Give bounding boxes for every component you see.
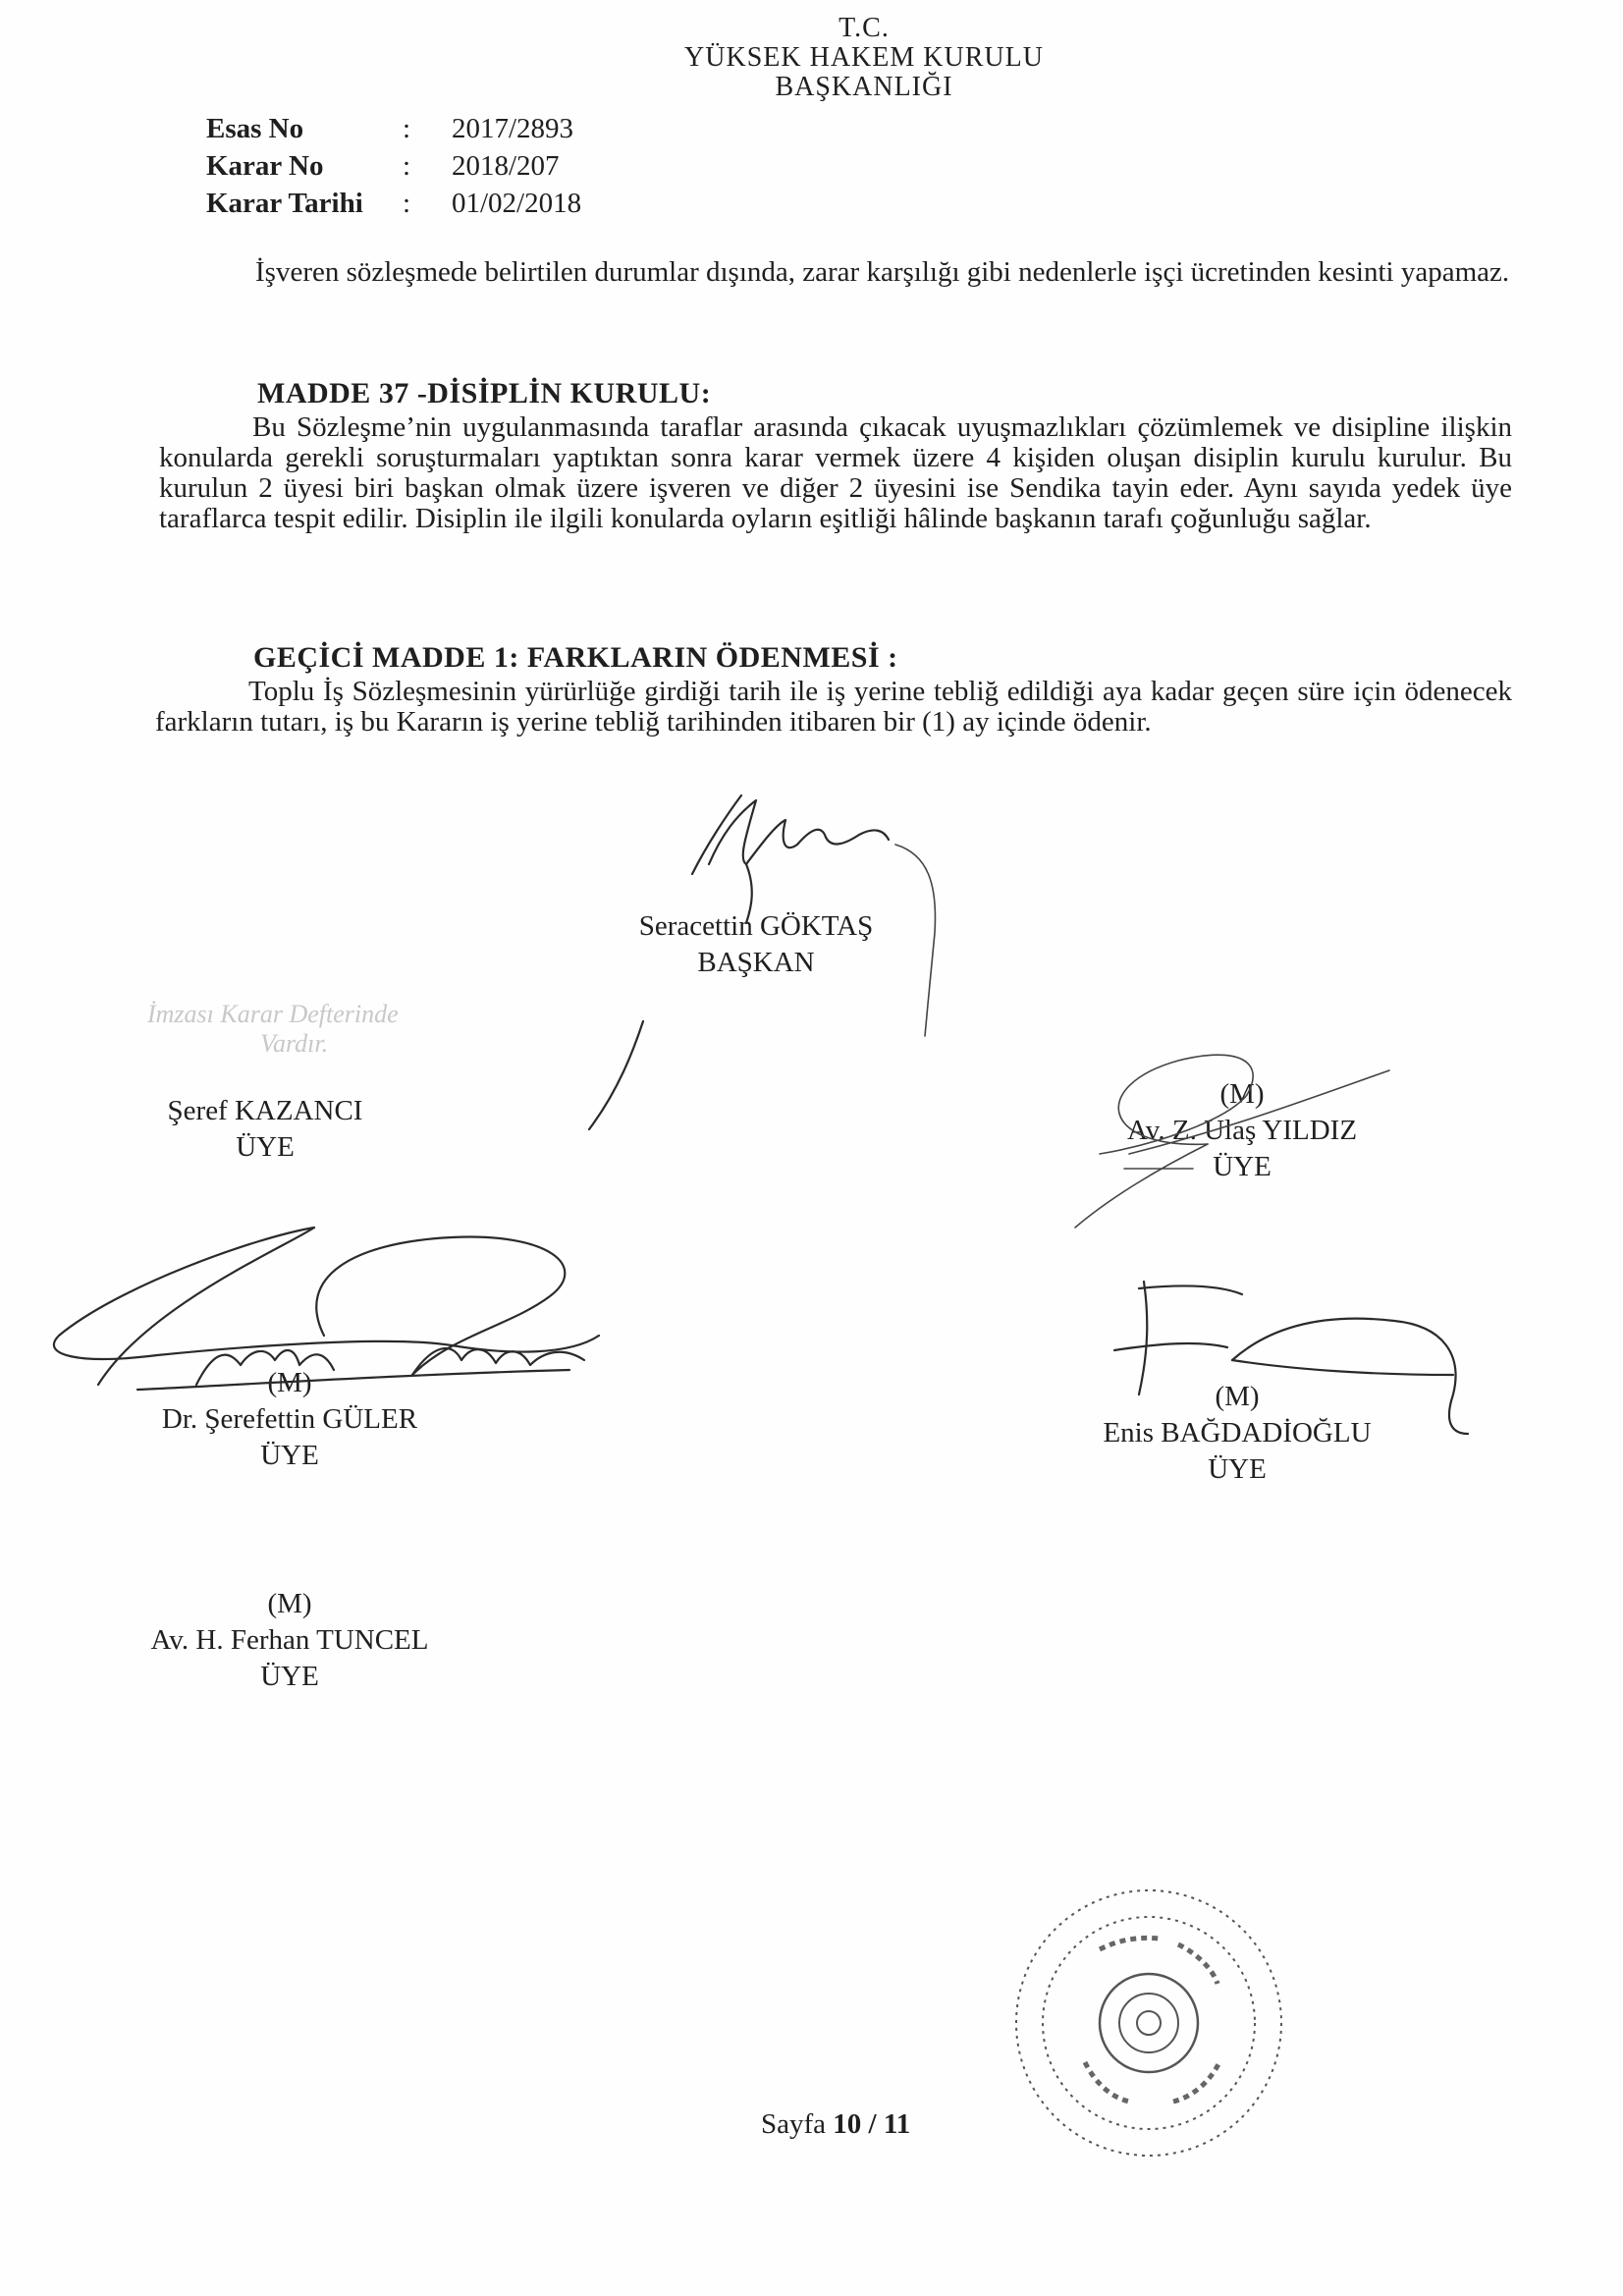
meta-label: Esas No [206, 113, 304, 144]
note-line-2: Vardır. [260, 1029, 329, 1058]
note-line-1: İmzası Karar Defterinde [147, 1000, 399, 1028]
signatory-name: Enis BAĞDADİOĞLU [1103, 1417, 1372, 1449]
meta-label: Karar Tarihi [206, 188, 363, 219]
signatory-name: Dr. Şerefettin GÜLER [161, 1403, 418, 1435]
meta-separator: : [403, 188, 411, 219]
header-country: T.C. [839, 13, 890, 43]
signatory-name: Şeref KAZANCI [167, 1095, 363, 1126]
meta-value: 01/02/2018 [452, 188, 582, 219]
signatory-role: ÜYE [260, 1661, 319, 1692]
meta-value: 2017/2893 [452, 113, 574, 144]
signatory-name: Seracettin GÖKTAŞ [638, 910, 874, 942]
page-prefix: Sayfa [761, 2108, 827, 2140]
signature-block-yildiz [1095, 1076, 1389, 1185]
signature-block-chair [599, 908, 913, 981]
meta-value: 2018/207 [452, 150, 560, 182]
signature-block-guler [118, 1365, 461, 1474]
kazanci-signature [589, 1021, 643, 1129]
paragraph-payment-differences: Toplu İş Sözleşmesinin yürürlüğe girdiği tarih ile iş yerine tebliğ edildiği aya kadar geçen süre için ödenecek farkların tutarı, iş bu Kararın iş yerine tebliğ tarihinden itibaren bir (1) ay içinde ödenir. [155, 676, 1512, 738]
signatory-name: Av. H. Ferhan TUNCEL [150, 1624, 429, 1656]
header-institution: YÜKSEK HAKEM KURULU [684, 42, 1044, 73]
signatory-mark: (M) [267, 1367, 312, 1398]
header-office: BAŞKANLIĞI [775, 72, 953, 102]
signature-block-kazanci [137, 1093, 393, 1166]
meta-separator: : [403, 150, 411, 182]
signatory-role: ÜYE [260, 1440, 319, 1471]
meta-separator: : [403, 113, 411, 144]
signatory-mark: (M) [1219, 1078, 1265, 1110]
official-seal [1016, 1890, 1281, 2156]
paragraph-deduction: İşveren sözleşmede belirtilen durumlar dışında, zarar karşılığı gibi nedenlerle işçi ücretinden kesinti yapamaz. [255, 256, 1510, 288]
page-count: 10 / 11 [833, 2108, 911, 2140]
signatory-role: BAŞKAN [697, 947, 815, 978]
heading-temporary-article: GEÇİCİ MADDE 1: FARKLARIN ÖDENMESİ : [253, 641, 898, 674]
heading-discipline-board: MADDE 37 -DİSİPLİN KURULU: [257, 377, 712, 410]
paragraph-discipline-board: Bu Sözleşme’nin uygulanmasında taraflar arasında çıkacak uyuşmazlıkları çözümlemek ve disipline ilişkin konularda gerekli soruşturmaları yaptıktan sonra karar vermek üzere 4 kişiden oluşan disiplin kurulu kurulur. Bu kurulun 2 üyesi biri başkan olmak üzere işveren ve diğer 2 üyesini ise Sendika tayin eder. Aynı sayıda yedek üye taraflarca tespit edilir. Disiplin ile ilgili konularda oyların eşitliği hâlinde başkanın tarafı çoğunluğu sağlar. [159, 411, 1512, 534]
signatory-mark: (M) [267, 1588, 312, 1619]
meta-label: Karar No [206, 150, 324, 182]
signatory-role: ÜYE [1208, 1453, 1267, 1485]
meta-row-karar [206, 147, 717, 185]
signature-block-tuncel [123, 1586, 457, 1695]
case-meta [206, 110, 717, 222]
signatory-role: ÜYE [1213, 1151, 1271, 1182]
signatory-name: Av. Z. Ulaş YILDIZ [1126, 1115, 1358, 1146]
signature-register-note [147, 1000, 471, 1059]
signature-block-bagdadioglu [1080, 1379, 1394, 1488]
signatory-role: ÜYE [236, 1131, 295, 1163]
document-header [589, 14, 1139, 102]
meta-row-tarih [206, 185, 717, 222]
page-number [761, 2108, 910, 2141]
signatory-mark: (M) [1215, 1381, 1260, 1412]
meta-row-esas [206, 110, 717, 147]
